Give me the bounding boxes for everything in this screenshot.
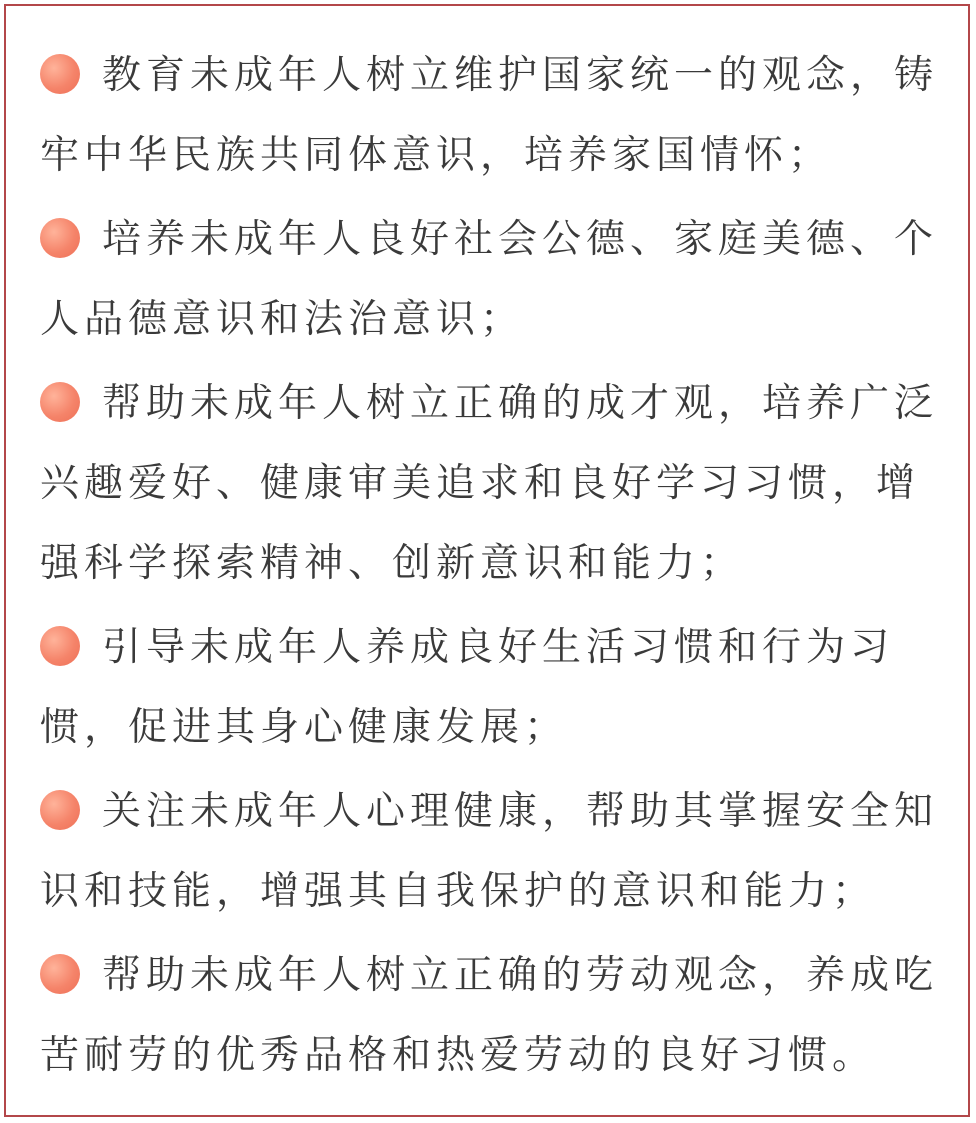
orange-circle-bullet-icon	[40, 218, 80, 258]
orange-circle-bullet-icon	[40, 54, 80, 94]
orange-circle-bullet-icon	[40, 954, 80, 994]
education-goals-list	[40, 36, 946, 1100]
list-item-text: 帮助未成年人树立正确的成才观，培养广泛兴趣爱好、健康审美追求和良好学习习惯，增强科学探索精神、创新意识和能力；	[40, 381, 939, 586]
document-frame	[4, 4, 970, 1117]
list-item	[40, 772, 946, 932]
list-item-text: 引导未成年人养成良好生活习惯和行为习惯，促进其身心健康发展；	[40, 625, 895, 750]
list-item-text: 教育未成年人树立维护国家统一的观念，铸牢中华民族共同体意识，培养家国情怀；	[40, 53, 939, 178]
list-item	[40, 36, 946, 196]
list-item	[40, 608, 946, 768]
list-item-text: 培养未成年人良好社会公德、家庭美德、个人品德意识和法治意识；	[40, 217, 939, 342]
list-item-text: 关注未成年人心理健康，帮助其掌握安全知识和技能，增强其自我保护的意识和能力；	[40, 789, 939, 914]
list-item	[40, 936, 946, 1096]
orange-circle-bullet-icon	[40, 382, 80, 422]
orange-circle-bullet-icon	[40, 626, 80, 666]
list-item	[40, 200, 946, 360]
list-item	[40, 364, 946, 604]
list-item-text: 帮助未成年人树立正确的劳动观念，养成吃苦耐劳的优秀品格和热爱劳动的良好习惯。	[40, 953, 939, 1078]
orange-circle-bullet-icon	[40, 790, 80, 830]
